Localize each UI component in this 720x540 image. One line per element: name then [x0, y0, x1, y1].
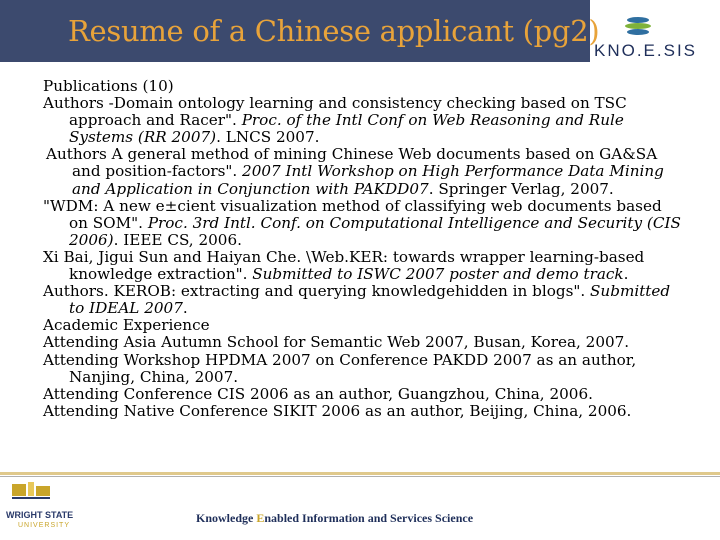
- resume-line-text: .: [182, 299, 188, 318]
- resume-line-text: Authors. KEROB: extracting and querying knowledgehidden in blogs".: [43, 282, 591, 301]
- resume-line: [43, 317, 683, 334]
- resume-line-text: .: [623, 265, 629, 284]
- footer-letter-k: K: [196, 511, 206, 525]
- university-name: WRIGHT STATE: [6, 510, 74, 520]
- logo-text: KNO.E.SIS: [594, 41, 698, 60]
- resume-line-italic: Proc. 3rd Intl. Conf. on Computational Intelligence and Security (CIS 2006): [69, 213, 681, 249]
- resume-line-text: Publications (10): [43, 77, 174, 95]
- resume-line-italic: Submitted to ISWC 2007 poster and demo track: [252, 265, 624, 284]
- resume-line-italic: Submitted to IDEAL 2007: [69, 282, 671, 318]
- resume-line: [43, 334, 683, 351]
- resume-line-text: Xi Bai, Jigui Sun and Haiyan Che. \Web.KER: towards wrapper learning-based knowledge extraction".: [43, 247, 645, 284]
- resume-line-text: "WDM: A new e±cient visualization method of classifying web documents based on SOM".: [43, 196, 662, 232]
- resume-line-text: Authors -Domain ontology learning and consistency checking based on TSC approach and Racer".: [43, 94, 627, 130]
- resume-line: [43, 95, 683, 146]
- footer-text-2: nabled Information and Services Science: [264, 511, 474, 525]
- resume-line: [43, 249, 683, 283]
- resume-line: [43, 403, 683, 420]
- title-bar: [0, 0, 720, 75]
- resume-line: [43, 352, 683, 386]
- resume-line-text: Academic Experience: [43, 316, 210, 335]
- footer-rule-thin: [0, 476, 720, 477]
- footer-text-1: nowledge: [205, 511, 257, 525]
- footer-rule: [0, 472, 720, 475]
- page-title: Resume of a Chinese applicant (pg2): [68, 14, 600, 48]
- resume-line-italic: 2007 Intl Workshop on High Performance Data Mining and Application in Conjunction with PAKDD07: [72, 162, 664, 198]
- resume-content: [43, 78, 683, 420]
- resume-line: [43, 283, 683, 317]
- resume-line: [43, 198, 683, 249]
- resume-line: [43, 78, 683, 95]
- resume-line-text: Authors A general method of mining Chinese Web documents based on GA&SA and position-factors".: [46, 145, 658, 181]
- resume-line-text: . LNCS 2007.: [216, 128, 320, 147]
- university-subtitle: UNIVERSITY: [18, 522, 71, 529]
- resume-line-text: . IEEE CS, 2006.: [113, 230, 242, 249]
- resume-line-italic: Proc. of the Intl Conf on Web Reasoning and Rule Systems (RR 2007): [69, 111, 624, 147]
- resume-line: [43, 386, 683, 403]
- resume-line-text: Attending Native Conference SIKIT 2006 as an author, Beijing, China, 2006.: [43, 401, 632, 420]
- resume-line-text: Attending Conference CIS 2006 as an author, Guangzhou, China, 2006.: [43, 384, 593, 403]
- knoesis-logo: [588, 6, 718, 62]
- resume-line: [43, 146, 683, 197]
- footer-tagline: [196, 511, 473, 526]
- resume-line-text: Attending Asia Autumn School for Semantic Web 2007, Busan, Korea, 2007.: [43, 333, 630, 352]
- footer-letter-e: E: [256, 511, 265, 525]
- resume-line-text: Attending Workshop HPDMA 2007 on Conference PAKDD 2007 as an author, Nanjing, China, 2007.: [43, 350, 637, 386]
- resume-line-text: . Springer Verlag, 2007.: [428, 179, 614, 198]
